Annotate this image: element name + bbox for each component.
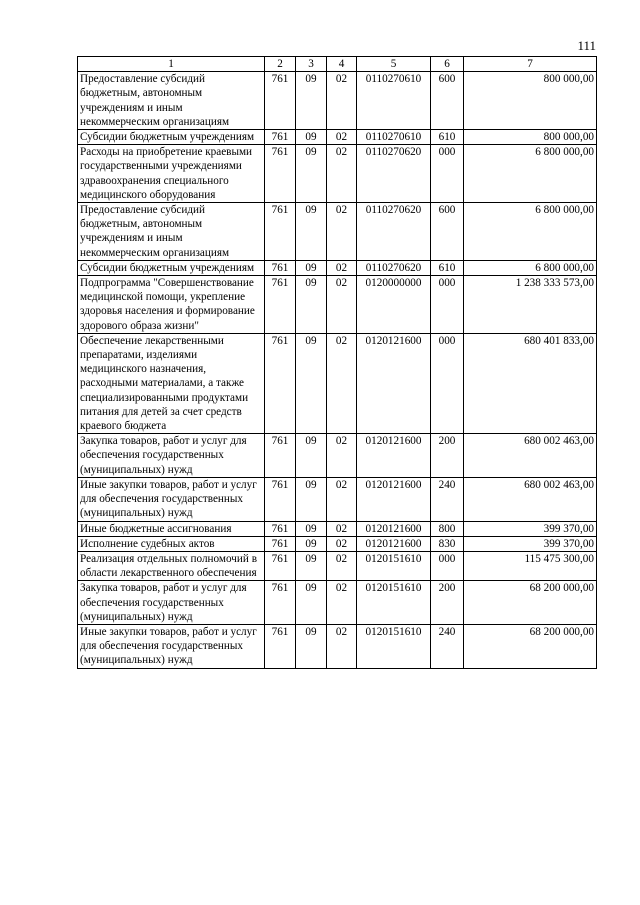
expense-name-cell: Закупка товаров, работ и услуг для обеспечения государственных (муниципальных) нужд: [78, 434, 265, 478]
amount-cell: 800 000,00: [464, 72, 597, 130]
expense-type-cell: 240: [431, 477, 464, 521]
expense-type-cell: 610: [431, 130, 464, 145]
table-row: [78, 276, 597, 334]
expense-type-cell: 600: [431, 72, 464, 130]
ministry-code-cell: 761: [265, 333, 296, 433]
table-row: [78, 521, 597, 536]
section-code-cell: 09: [296, 145, 327, 203]
target-article-cell: 0110270610: [357, 72, 431, 130]
expense-name-cell: Предоставление субсидий бюджетным, автономным учреждениям и иным некоммерческим организациям: [78, 72, 265, 130]
expense-type-cell: 000: [431, 551, 464, 580]
subsection-code-cell: 02: [327, 130, 357, 145]
subsection-code-cell: 02: [327, 145, 357, 203]
target-article-cell: 0120121600: [357, 477, 431, 521]
target-article-cell: 0120000000: [357, 276, 431, 334]
section-code-cell: 09: [296, 260, 327, 275]
table-row: [78, 434, 597, 478]
expense-name-cell: Предоставление субсидий бюджетным, автономным учреждениям и иным некоммерческим организациям: [78, 203, 265, 261]
amount-cell: 68 200 000,00: [464, 624, 597, 668]
column-header: 2: [265, 57, 296, 72]
amount-cell: 800 000,00: [464, 130, 597, 145]
ministry-code-cell: 761: [265, 581, 296, 625]
page-number: 111: [577, 38, 596, 53]
ministry-code-cell: 761: [265, 624, 296, 668]
amount-cell: 115 475 300,00: [464, 551, 597, 580]
target-article-cell: 0120121600: [357, 521, 431, 536]
table-row: [78, 477, 597, 521]
section-code-cell: 09: [296, 276, 327, 334]
section-code-cell: 09: [296, 333, 327, 433]
subsection-code-cell: 02: [327, 434, 357, 478]
section-code-cell: 09: [296, 72, 327, 130]
column-header: 4: [327, 57, 357, 72]
column-header: 3: [296, 57, 327, 72]
amount-cell: 68 200 000,00: [464, 581, 597, 625]
section-code-cell: 09: [296, 581, 327, 625]
expense-type-cell: 000: [431, 333, 464, 433]
subsection-code-cell: 02: [327, 551, 357, 580]
expense-type-cell: 610: [431, 260, 464, 275]
section-code-cell: 09: [296, 203, 327, 261]
expense-type-cell: 800: [431, 521, 464, 536]
target-article-cell: 0110270620: [357, 260, 431, 275]
table-row: [78, 260, 597, 275]
target-article-cell: 0120121600: [357, 333, 431, 433]
section-code-cell: 09: [296, 477, 327, 521]
subsection-code-cell: 02: [327, 203, 357, 261]
ministry-code-cell: 761: [265, 551, 296, 580]
expense-name-cell: Закупка товаров, работ и услуг для обеспечения государственных (муниципальных) нужд: [78, 581, 265, 625]
budget-table: [77, 56, 597, 669]
expense-name-cell: Подпрограмма "Совершенствование медицинской помощи, укрепление здоровья населения и формирование здорового образа жизни": [78, 276, 265, 334]
target-article-cell: 0110270620: [357, 203, 431, 261]
expense-type-cell: 000: [431, 276, 464, 334]
target-article-cell: 0120121600: [357, 434, 431, 478]
expense-name-cell: Субсидии бюджетным учреждениям: [78, 130, 265, 145]
amount-cell: 680 401 833,00: [464, 333, 597, 433]
expense-type-cell: 240: [431, 624, 464, 668]
subsection-code-cell: 02: [327, 260, 357, 275]
section-code-cell: 09: [296, 434, 327, 478]
expense-type-cell: 200: [431, 434, 464, 478]
ministry-code-cell: 761: [265, 521, 296, 536]
target-article-cell: 0120151610: [357, 581, 431, 625]
expense-type-cell: 200: [431, 581, 464, 625]
ministry-code-cell: 761: [265, 477, 296, 521]
subsection-code-cell: 02: [327, 72, 357, 130]
ministry-code-cell: 761: [265, 260, 296, 275]
expense-type-cell: 000: [431, 145, 464, 203]
subsection-code-cell: 02: [327, 333, 357, 433]
ministry-code-cell: 761: [265, 130, 296, 145]
subsection-code-cell: 02: [327, 624, 357, 668]
expense-name-cell: Иные закупки товаров, работ и услуг для обеспечения государственных (муниципальных) нужд: [78, 624, 265, 668]
ministry-code-cell: 761: [265, 145, 296, 203]
subsection-code-cell: 02: [327, 521, 357, 536]
ministry-code-cell: 761: [265, 72, 296, 130]
amount-cell: 1 238 333 573,00: [464, 276, 597, 334]
table-row: [78, 333, 597, 433]
column-header: 7: [464, 57, 597, 72]
amount-cell: 680 002 463,00: [464, 434, 597, 478]
amount-cell: 399 370,00: [464, 521, 597, 536]
table-row: [78, 581, 597, 625]
expense-name-cell: Исполнение судебных актов: [78, 536, 265, 551]
subsection-code-cell: 02: [327, 477, 357, 521]
subsection-code-cell: 02: [327, 276, 357, 334]
table-row: [78, 130, 597, 145]
table-row: [78, 72, 597, 130]
expense-type-cell: 600: [431, 203, 464, 261]
amount-cell: 6 800 000,00: [464, 145, 597, 203]
expense-name-cell: Реализация отдельных полномочий в области лекарственного обеспечения: [78, 551, 265, 580]
expense-type-cell: 830: [431, 536, 464, 551]
amount-cell: 399 370,00: [464, 536, 597, 551]
amount-cell: 680 002 463,00: [464, 477, 597, 521]
amount-cell: 6 800 000,00: [464, 203, 597, 261]
column-header: 5: [357, 57, 431, 72]
ministry-code-cell: 761: [265, 203, 296, 261]
target-article-cell: 0120121600: [357, 536, 431, 551]
target-article-cell: 0120151610: [357, 624, 431, 668]
column-header: 6: [431, 57, 464, 72]
column-number-header: [78, 57, 597, 72]
target-article-cell: 0110270620: [357, 145, 431, 203]
section-code-cell: 09: [296, 624, 327, 668]
expense-name-cell: Расходы на приобретение краевыми государственными учреждениями здравоохранения специального медицинского оборудования: [78, 145, 265, 203]
target-article-cell: 0110270610: [357, 130, 431, 145]
table-row: [78, 551, 597, 580]
section-code-cell: 09: [296, 521, 327, 536]
table-row: [78, 536, 597, 551]
table-row: [78, 203, 597, 261]
ministry-code-cell: 761: [265, 536, 296, 551]
expense-name-cell: Субсидии бюджетным учреждениям: [78, 260, 265, 275]
expense-name-cell: Иные бюджетные ассигнования: [78, 521, 265, 536]
column-header: 1: [78, 57, 265, 72]
table-row: [78, 145, 597, 203]
expense-name-cell: Иные закупки товаров, работ и услуг для обеспечения государственных (муниципальных) нужд: [78, 477, 265, 521]
table-row: [78, 624, 597, 668]
target-article-cell: 0120151610: [357, 551, 431, 580]
section-code-cell: 09: [296, 130, 327, 145]
subsection-code-cell: 02: [327, 536, 357, 551]
section-code-cell: 09: [296, 536, 327, 551]
amount-cell: 6 800 000,00: [464, 260, 597, 275]
expense-name-cell: Обеспечение лекарственными препаратами, изделиями медицинского назначения, расходными материалами, а также специализированными продуктами питания для детей за счет средств краевого бюджета: [78, 333, 265, 433]
section-code-cell: 09: [296, 551, 327, 580]
subsection-code-cell: 02: [327, 581, 357, 625]
ministry-code-cell: 761: [265, 434, 296, 478]
ministry-code-cell: 761: [265, 276, 296, 334]
